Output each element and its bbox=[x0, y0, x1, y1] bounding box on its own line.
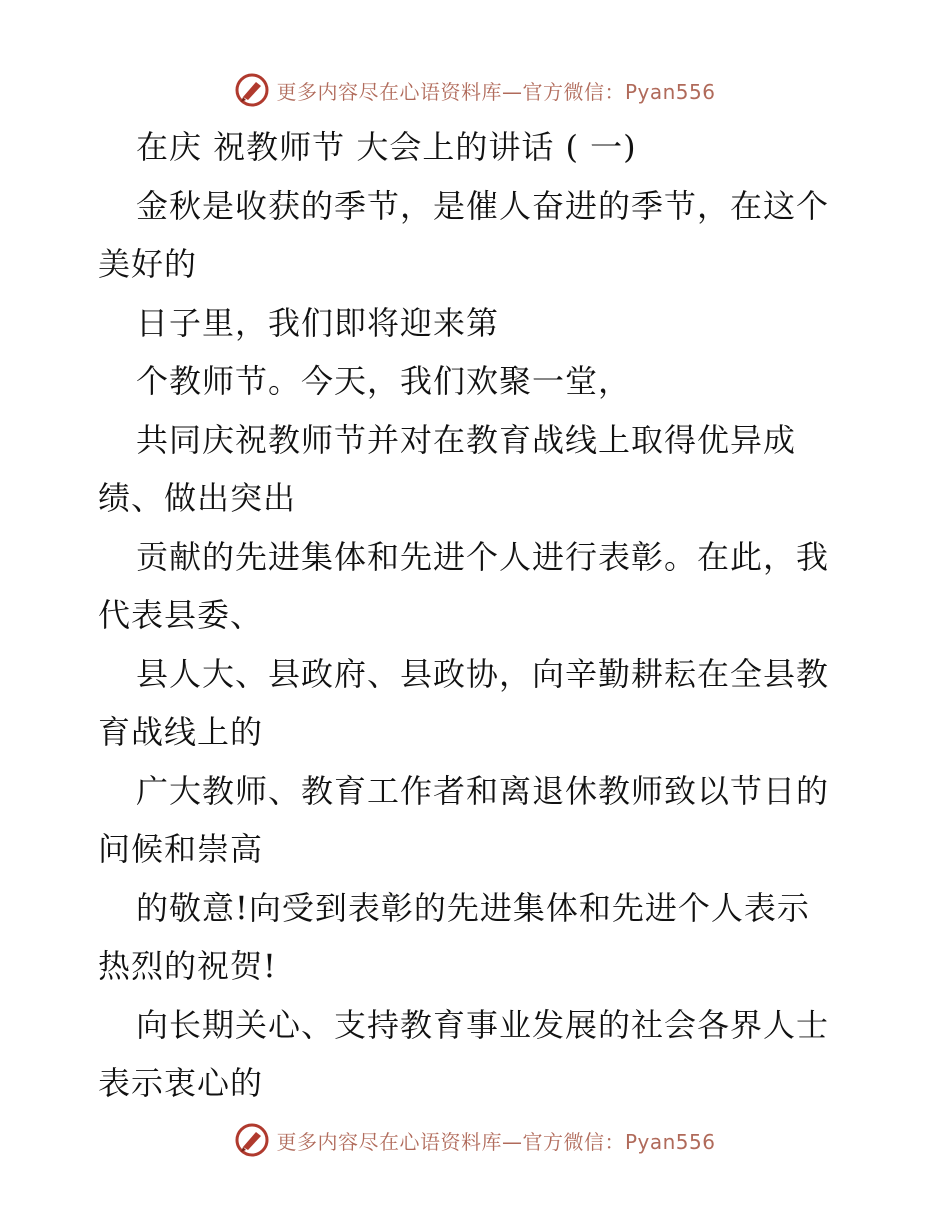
pen-logo-icon bbox=[234, 72, 270, 108]
text-line: 县人大、县政府、县政协，向辛勤耕耘在全县教 bbox=[136, 654, 830, 693]
text-line: 广大教师、教育工作者和离退休教师致以节日的 bbox=[136, 771, 830, 810]
text-line: 在庆 祝教师节 大会上的讲话 ( 一) bbox=[136, 128, 637, 166]
pen-logo-icon bbox=[234, 1122, 270, 1158]
header-banner bbox=[0, 70, 950, 110]
text-line: 问候和崇高 bbox=[98, 830, 264, 868]
banner-text: 更多内容尽在心语资料库—官方微信：Pyan556 bbox=[276, 79, 716, 104]
text-line: 表示衷心的 bbox=[98, 1064, 264, 1102]
text-line: 绩、做出突出 bbox=[98, 479, 297, 517]
text-line: 贡献的先进集体和先进个人进行表彰。在此，我 bbox=[136, 537, 830, 576]
text-line: 日子里，我们即将迎来第 bbox=[136, 303, 500, 342]
text-line: 共同庆祝教师节并对在教育战线上取得优异成 bbox=[136, 420, 797, 459]
text-line: 育战线上的 bbox=[98, 713, 264, 751]
banner-text: 更多内容尽在心语资料库—官方微信：Pyan556 bbox=[276, 1129, 716, 1154]
footer-banner bbox=[0, 1120, 950, 1160]
text-line: 金秋是收获的季节，是催人奋进的季节，在这个 bbox=[136, 186, 830, 225]
document-body bbox=[98, 118, 858, 1113]
text-line: 热烈的祝贺! bbox=[98, 947, 277, 985]
text-line: 的敬意!向受到表彰的先进集体和先进个人表示 bbox=[136, 888, 810, 927]
text-line: 向长期关心、支持教育事业发展的社会各界人士 bbox=[136, 1005, 830, 1044]
text-line: 代表县委、 bbox=[98, 596, 264, 634]
text-line: 美好的 bbox=[98, 245, 198, 283]
text-line: 个教师节。今天，我们欢聚一堂， bbox=[136, 362, 632, 400]
